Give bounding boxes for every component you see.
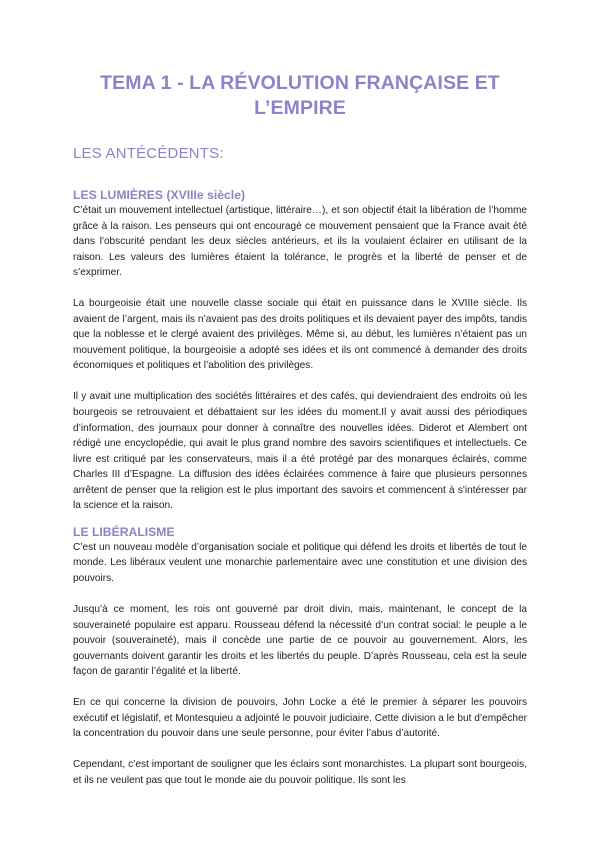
paragraph-lumieres-2: La bourgeoisie était une nouvelle classe sociale qui était en puissance dans le XVIIIe siècle. Ils avaient de l’argent, mais ils n’avaient pas des droits politiques et ils devaient payer des impôts, tandis que la noblesse et le clergé avaient des privilèges. Même si, au début, les lumières n’étaient pas un mouvement politique, la bourgeoisie a adopté ses idées et ils ont commencé à demander des droits économiques et politiques et l’abolition des privilèges. xyxy=(73,298,527,372)
document-title xyxy=(73,0,527,121)
paragraph-lumieres-3: Il y avait une multiplication des sociétés littéraires et des cafés, qui deviendraient des endroits où les bourgeois se retrouvaient et débattaient sur les idées du moment.Il y avait aussi des périodiques d’information, des journaux pour donner à connaître des nouvelles idées. Diderot et Alembert ont rédigé une encyclopédie, qui avait le plus grand nombre des savoirs scientifiques et intellectuels. Ce livre est critiqué par les conservateurs, mais il a été protégé par des monarques éclairés, comme Charles III d’Espagne. La diffusion des idées éclairées commence à faire que plusieurs personnes arrêtent de penser que la religion est le plus important des savoirs et commencent à s'intéresser par la science et la raison. xyxy=(73,391,527,512)
title-line-2: L’EMPIRE xyxy=(254,97,346,119)
paragraph-lumieres-1: C’était un mouvement intellectuel (artistique, littéraire…), et son objectif était la libération de l’homme grâce à la raison. Les penseurs qui ont encouragé ce mouvement pensaient que la France avait été dans l'obscurité pendant les deux siècles antérieurs, et ils la voulaient éclairer en utilisant de la raison. Les valeurs des lumières étaient la tolérance, le progrès et la liberté de penser et de s’exprimer. xyxy=(73,205,527,279)
title-line-1: TEMA 1 - LA RÉVOLUTION FRANÇAISE ET xyxy=(100,72,500,94)
section-heading-antecedents: LES ANTÉCÉDENTS: xyxy=(73,145,224,162)
subheading-lumieres: LES LUMIÈRES (XVIIIe siècle) xyxy=(73,188,246,202)
paragraph-liberalisme-1: C’est un nouveau modèle d’organisation sociale et politique qui défend les droits et libertés de tout le monde. Les libéraux veulent une monarchie parlementaire avec une constitution et une division des pouvoirs. xyxy=(73,541,527,584)
paragraph-liberalisme-3: En ce qui concerne la division de pouvoirs, John Locke a été le premier à séparer les pouvoirs exécutif et législatif, et Montesquieu a adjointé le pouvoir judiciaire. Cette division a le but d’empêcher la concentration du pouvoir dans une seule personne, pour éviter l’abus d’autorité. xyxy=(73,697,527,740)
subheading-liberalisme: LE LIBÉRALISME xyxy=(73,524,175,539)
paragraph-liberalisme-4: Cependant, c’est important de souligner que les éclairs sont monarchistes. La plupart sont bourgeois, et ils ne veulent pas que tout le monde aie du pouvoir politique. Ils sont les xyxy=(73,759,527,786)
paragraph-liberalisme-2: Jusqu’à ce moment, les rois ont gouverné par droit divin, mais, maintenant, le concept de la souveraineté populaire est apparu. Rousseau défend la nécessité d’un contrat social: le peuple a le pouvoir (souveraineté), mais il concède une partie de ce pouvoir au gouvernement. Alors, les gouvernants doivent garantir les droits et les libertés du peuple. D’après Rousseau, cela est la seule façon de garantir l’égalité et la liberté. xyxy=(73,603,527,678)
